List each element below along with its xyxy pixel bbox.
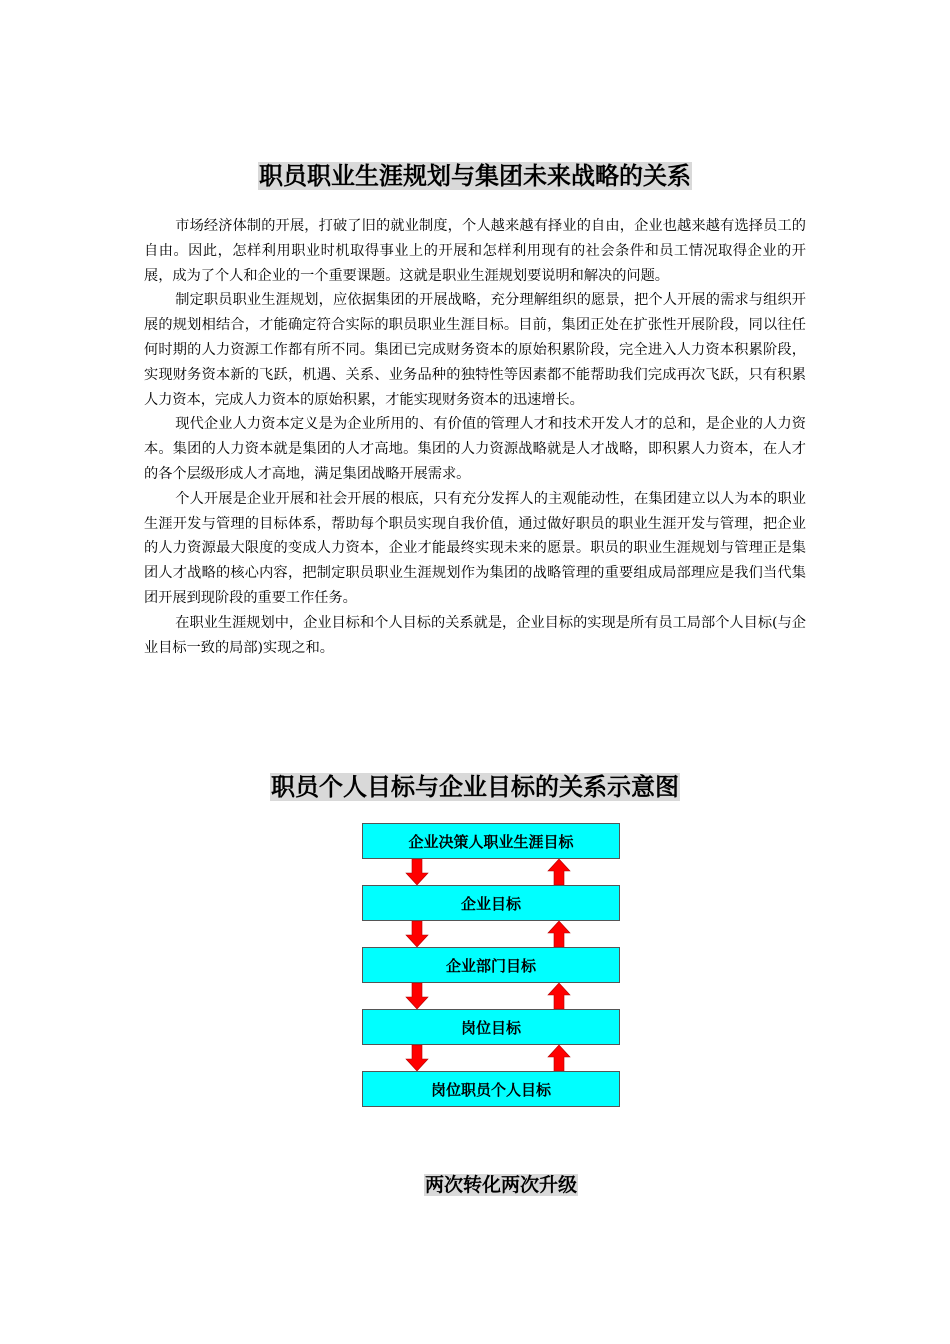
paragraph: 制定职员职业生涯规划，应依据集团的开展战略，充分理解组织的愿景，把个人开展的需求与组织开展的规划相结合，才能确定符合实际的职员职业生涯目标。目前，集团正处在扩张性开展阶段，同以往任何时期的人力资源工作都有所不同。集团已完成财务资本的原始积累阶段，完全进入人力资本积累阶段，实现财务资本新的飞跃，机遇、关系、业务品种的独特性等因素都不能帮助我们完成再次飞跃，只有积累人力资本，完成人力资本的原始积累，才能实现财务资本的迅速增长。	[144, 292, 806, 408]
arrow-up-icon	[547, 983, 571, 1009]
diagram-title	[0, 771, 950, 803]
goal-box-enterprise: 企业目标	[362, 885, 620, 921]
paragraph: 个人开展是企业开展和社会开展的根底，只有充分发挥人的主观能动性，在集团建立以人为本的职业生涯开发与管理的目标体系，帮助每个职员实现自我价值，通过做好职员的职业生涯开发与管理，把企业的人力资源最大限度的变成人力资本，企业才能最终实现未来的愿景。职员的职业生涯规划与管理正是集团人才战略的核心内容，把制定职员职业生涯规划作为集团的战略管理的重要组成局部理应是我们当代集团开展到现阶段的重要工作任务。	[144, 490, 806, 606]
goal-box-position: 岗位目标	[362, 1009, 620, 1045]
arrow-down-icon	[405, 1045, 429, 1071]
body-text	[144, 214, 806, 660]
arrow-down-icon	[405, 983, 429, 1009]
paragraph: 在职业生涯规划中，企业目标和个人目标的关系就是，企业目标的实现是所有员工局部个人目标(与企业目标一致的局部)实现之和。	[144, 614, 806, 656]
goal-box-individual: 岗位职员个人目标	[362, 1071, 620, 1107]
footer-title-text: 两次转化两次升级	[424, 1174, 577, 1196]
arrow-up-icon	[547, 859, 571, 885]
arrow-down-icon	[405, 921, 429, 947]
arrow-up-icon	[547, 1045, 571, 1071]
goal-box-department: 企业部门目标	[362, 947, 620, 983]
page-title-text: 职员职业生涯规划与集团未来战略的关系	[259, 162, 691, 190]
arrow-down-icon	[405, 859, 429, 885]
arrow-up-icon	[547, 921, 571, 947]
paragraph: 市场经济体制的开展，打破了旧的就业制度，个人越来越有择业的自由，企业也越来越有选择员工的自由。因此，怎样利用职业时机取得事业上的开展和怎样利用现有的社会条件和员工情况取得企业的开展，成为了个人和企业的一个重要课题。这就是职业生涯规划要说明和解决的问题。	[144, 218, 806, 284]
diagram-title-text: 职员个人目标与企业目标的关系示意图	[271, 773, 679, 801]
paragraph: 现代企业人力资本定义是为企业所用的、有价值的管理人才和技术开发人才的总和，是企业的人力资本。集团的人力资本就是集团的人才高地。集团的人力资源战略就是人才战略，即积累人力资本，在人才的各个层级形成人才高地，满足集团战略开展需求。	[144, 416, 806, 482]
footer-title	[26, 1171, 950, 1199]
page-title	[0, 160, 950, 192]
goal-box-executive: 企业决策人职业生涯目标	[362, 823, 620, 859]
